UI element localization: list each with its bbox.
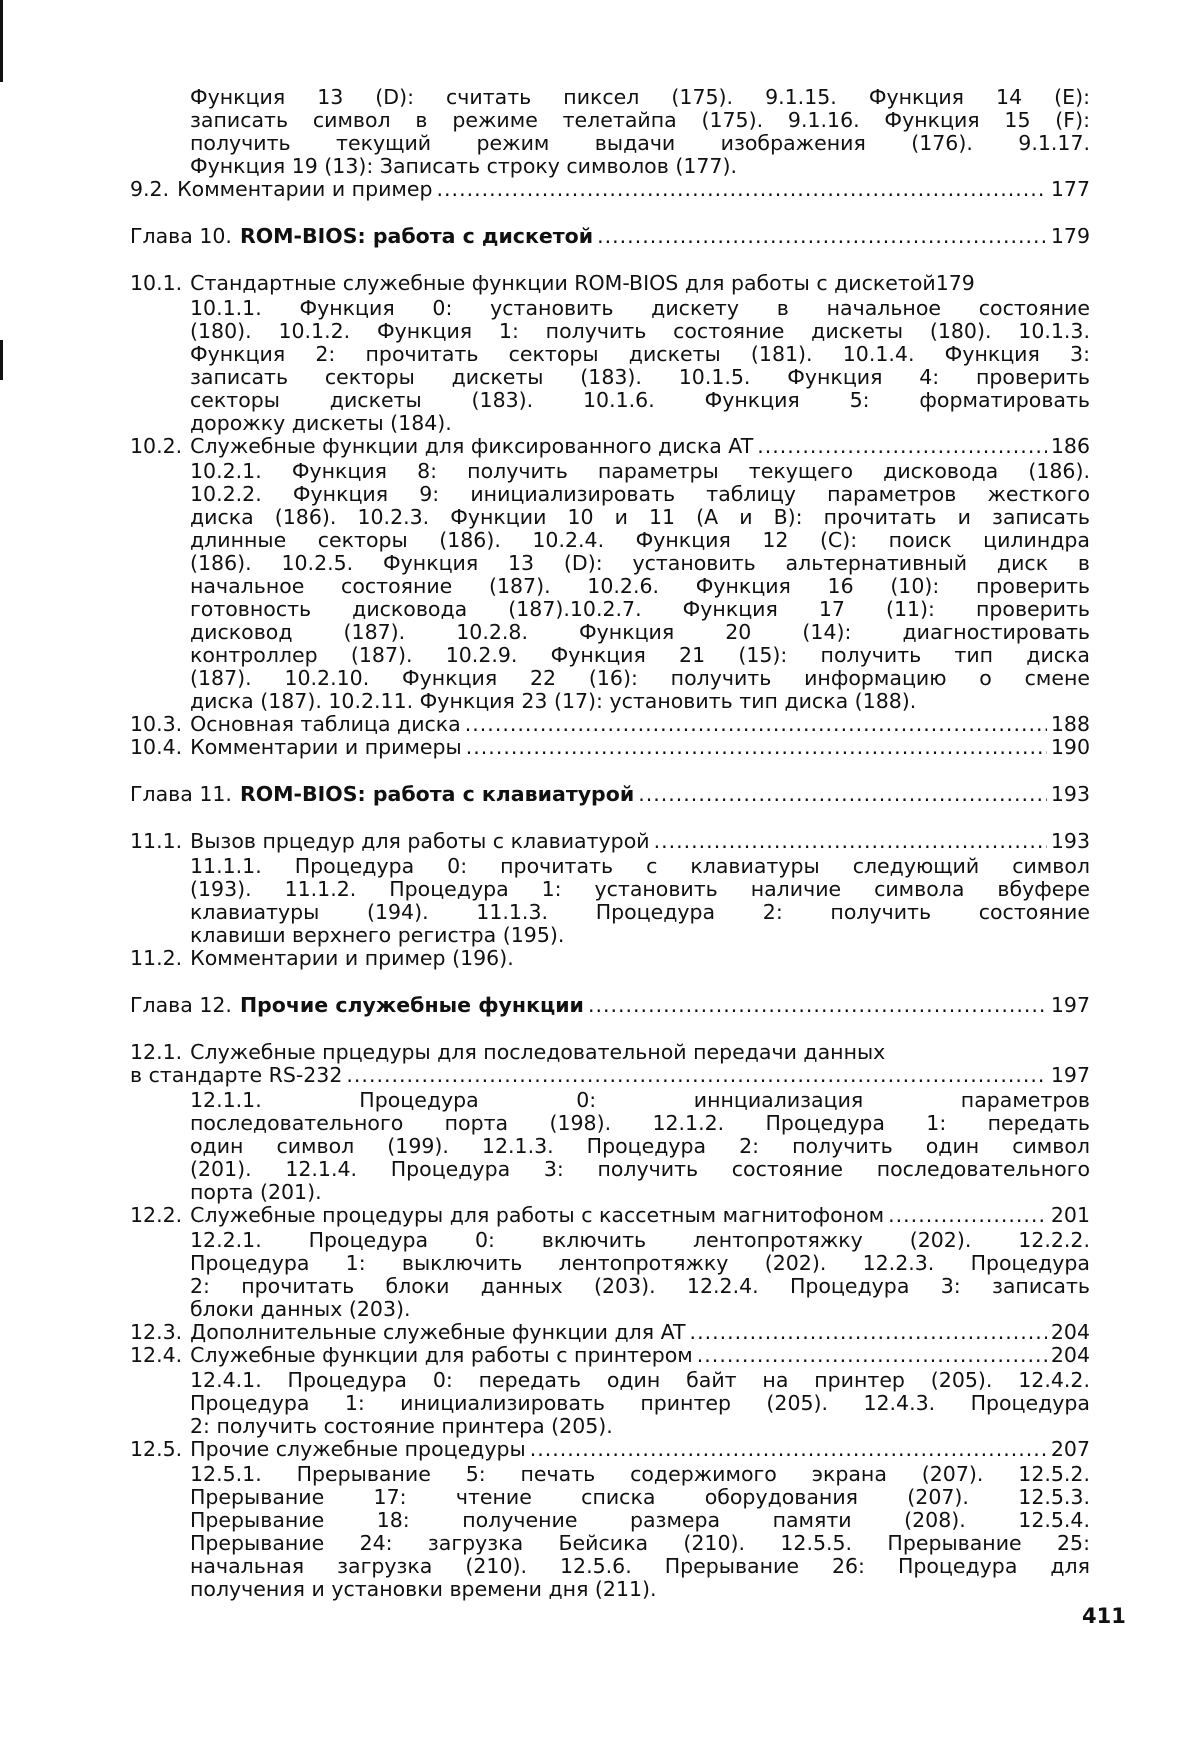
page-number: 411 (1082, 1604, 1126, 1628)
text-line: 2: прочитать блоки данных (203). 12.2.4. Процедура 3: записать (190, 1275, 1090, 1298)
dot-leader (654, 830, 1047, 853)
text-line: записать символ в режиме телетайпа (175). 9.1.16. Функция 15 (F): (190, 109, 1090, 132)
dot-leader (588, 994, 1047, 1017)
text-line: 12.2.1. Процедура 0: включить лентопротяжку (202). 12.2.2. (190, 1229, 1090, 1252)
text-line: Функция 2: прочитать секторы дискеты (181). 10.1.4. Функция 3: (190, 343, 1090, 366)
page-ref: 207 (1051, 1438, 1090, 1461)
text-line: порта (201). (190, 1181, 1090, 1204)
toc-entry-12-3[interactable]: 12.3. Дополнительные служебные функции для AT ..... 204 (130, 1321, 1090, 1344)
contents-page (130, 86, 1090, 1601)
subsection-list (130, 1463, 1090, 1601)
dot-leader (465, 713, 1047, 736)
continuation-block (130, 86, 1090, 178)
dot-leader (437, 178, 1047, 201)
toc-chapter-12[interactable]: Глава 12. Прочие служебные функции ..... 197 (130, 994, 1090, 1017)
chapter-title: Прочие служебные функции (240, 994, 584, 1017)
toc-entry-10-1[interactable]: 10.1. Стандартные служебные функции ROM-BIOS для работы с дискетой 179 (130, 272, 1090, 295)
text-line: получить текущий режим выдачи изображения (176). 9.1.17. (190, 132, 1090, 155)
dot-leader (757, 435, 1047, 458)
page-ref: 179 (936, 272, 975, 295)
dot-leader (690, 1321, 1047, 1344)
toc-chapter-10[interactable]: Глава 10. ROM-BIOS: работа с дискетой ..... 179 (130, 225, 1090, 248)
subsection-list (130, 460, 1090, 713)
text-line: 2: получить состояние принтера (205). (190, 1415, 1090, 1438)
page-ref: 201 (1051, 1204, 1090, 1227)
page-ref: 186 (1051, 435, 1090, 458)
toc-entry-12-4[interactable]: 12.4. Служебные функции для работы с принтером ..... 204 (130, 1344, 1090, 1367)
text-line: диска (186). 10.2.3. Функции 10 и 11 (A и B): прочитать и записать (190, 506, 1090, 529)
subsection-list (130, 297, 1090, 435)
text-line: 11.1.1. Процедура 0: прочитать с клавиатуры следующий символ (190, 855, 1090, 878)
text-line: начальная загрузка (210). 12.5.6. Прерывание 26: Процедура для (190, 1555, 1090, 1578)
text-line: 10.2.1. Функция 8: получить параметры текущего дисковода (186). (190, 460, 1090, 483)
text-line: (187). 10.2.10. Функция 22 (16): получить информацию о смене (190, 667, 1090, 690)
text-line: (193). 11.1.2. Процедура 1: установить наличие символа вбуфере (190, 878, 1090, 901)
text-line: 12.1.1. Процедура 0: иннциализация параметров (190, 1089, 1090, 1112)
text-line: (180). 10.1.2. Функция 1: получить состояние дискеты (180). 10.1.3. (190, 320, 1090, 343)
text-line: начальное состояние (187). 10.2.6. Функция 16 (10): проверить (190, 575, 1090, 598)
text-line: контроллер (187). 10.2.9. Функция 21 (15): получить тип диска (190, 644, 1090, 667)
subsection-list (130, 1229, 1090, 1321)
text-line: Прерывание 18: получение размера памяти (208). 12.5.4. (190, 1509, 1090, 1532)
text-line: последовательного порта (198). 12.1.2. Процедура 1: передать (190, 1112, 1090, 1135)
dot-leader (466, 736, 1047, 759)
toc-entry-12-2[interactable]: 12.2. Служебные процедуры для работы с кассетным магнитофоном ..... 201 (130, 1204, 1090, 1227)
text-line: Процедура 1: инициализировать принтер (205). 12.4.3. Процедура (190, 1392, 1090, 1415)
text-line: 10.1.1. Функция 0: установить дискету в начальное состояние (190, 297, 1090, 320)
page-ref: 193 (1051, 830, 1090, 853)
toc-entry-12-1[interactable]: 12.1. Служебные прцедуры для последовательной передачи данных (130, 1041, 1090, 1064)
text-line: получения и установки времени дня (211). (190, 1578, 1090, 1601)
page-ref: 179 (1051, 225, 1090, 248)
text-line: (186). 10.2.5. Функция 13 (D): установить альтернативный диск в (190, 552, 1090, 575)
page-ref: 177 (1051, 178, 1090, 201)
text-line: 10.2.2. Функция 9: инициализировать таблицу параметров жесткого (190, 483, 1090, 506)
text-line: один символ (199). 12.1.3. Процедура 2: получить один символ (190, 1135, 1090, 1158)
text-line: Прерывание 24: загрузка Бейсика (210). 12.5.5. Прерывание 25: (190, 1532, 1090, 1555)
toc-entry-10-4[interactable]: 10.4. Комментарии и примеры ..... 190 (130, 736, 1090, 759)
toc-entry-9-2[interactable]: 9.2. Комментарии и пример ..... 177 (130, 178, 1090, 201)
page-ref: 197 (1051, 994, 1090, 1017)
dot-leader (597, 225, 1047, 248)
page-ref: 188 (1051, 713, 1090, 736)
page-ref: 193 (1051, 783, 1090, 806)
text-line: секторы дискеты (183). 10.1.6. Функция 5: форматировать (190, 389, 1090, 412)
text-line: Функция 13 (D): считать пиксел (175). 9.1.15. Функция 14 (E): (190, 86, 1090, 109)
text-line: блоки данных (203). (190, 1298, 1090, 1321)
toc-entry-11-2[interactable]: 11.2. Комментарии и пример (196). (130, 947, 1090, 970)
text-line: готовность дисковода (187).10.2.7. Функция 17 (11): проверить (190, 598, 1090, 621)
chapter-title: ROM-BIOS: работа с клавиатурой (240, 783, 634, 806)
text-line: дорожку дискеты (184). (190, 412, 1090, 435)
text-line: 12.5.1. Прерывание 5: печать содержимого экрана (207). 12.5.2. (190, 1463, 1090, 1486)
text-line: диска (187). 10.2.11. Функция 23 (17): установить тип диска (188). (190, 690, 1090, 713)
toc-chapter-11[interactable]: Глава 11. ROM-BIOS: работа с клавиатурой ..... 193 (130, 783, 1090, 806)
text-line: дисковод (187). 10.2.8. Функция 20 (14): диагностировать (190, 621, 1090, 644)
text-line: Прерывание 17: чтение списка оборудования (207). 12.5.3. (190, 1486, 1090, 1509)
page-ref: 204 (1051, 1321, 1090, 1344)
text-line: Функция 19 (13): Записать строку символов (177). (190, 155, 1090, 178)
dot-leader (888, 1204, 1047, 1227)
toc-entry-12-1-cont[interactable]: в стандарте RS-232 ..... 197 (130, 1064, 1090, 1087)
toc-entry-10-3[interactable]: 10.3. Основная таблица диска ..... 188 (130, 713, 1090, 736)
subsection-list (130, 1369, 1090, 1438)
text-line: Процедура 1: выключить лентопротяжку (202). 12.2.3. Процедура (190, 1252, 1090, 1275)
text-line: клавиатуры (194). 11.1.3. Процедура 2: получить состояние (190, 901, 1090, 924)
toc-entry-12-5[interactable]: 12.5. Прочие служебные процедуры ..... 207 (130, 1438, 1090, 1461)
chapter-title: ROM-BIOS: работа с дискетой (240, 225, 593, 248)
dot-leader (697, 1344, 1047, 1367)
page-ref: 204 (1051, 1344, 1090, 1367)
text-line: записать секторы дискеты (183). 10.1.5. Функция 4: проверить (190, 366, 1090, 389)
dot-leader (530, 1438, 1047, 1461)
dot-leader (638, 783, 1047, 806)
toc-entry-10-2[interactable]: 10.2. Служебные функции для фиксированного диска AT ..... 186 (130, 435, 1090, 458)
scan-edge-mark (0, 340, 3, 380)
dot-leader (346, 1064, 1046, 1087)
text-line: (201). 12.1.4. Процедура 3: получить состояние последовательного (190, 1158, 1090, 1181)
toc-entry-11-1[interactable]: 11.1. Вызов прцедур для работы с клавиатурой ..... 193 (130, 830, 1090, 853)
scan-edge-mark (0, 0, 3, 82)
page-ref: 190 (1051, 736, 1090, 759)
text-line: 12.4.1. Процедура 0: передать один байт на принтер (205). 12.4.2. (190, 1369, 1090, 1392)
page-ref: 197 (1051, 1064, 1090, 1087)
text-line: клавиши верхнего регистра (195). (190, 924, 1090, 947)
subsection-list (130, 855, 1090, 947)
subsection-list (130, 1089, 1090, 1204)
text-line: длинные секторы (186). 10.2.4. Функция 12 (C): поиск цилиндра (190, 529, 1090, 552)
